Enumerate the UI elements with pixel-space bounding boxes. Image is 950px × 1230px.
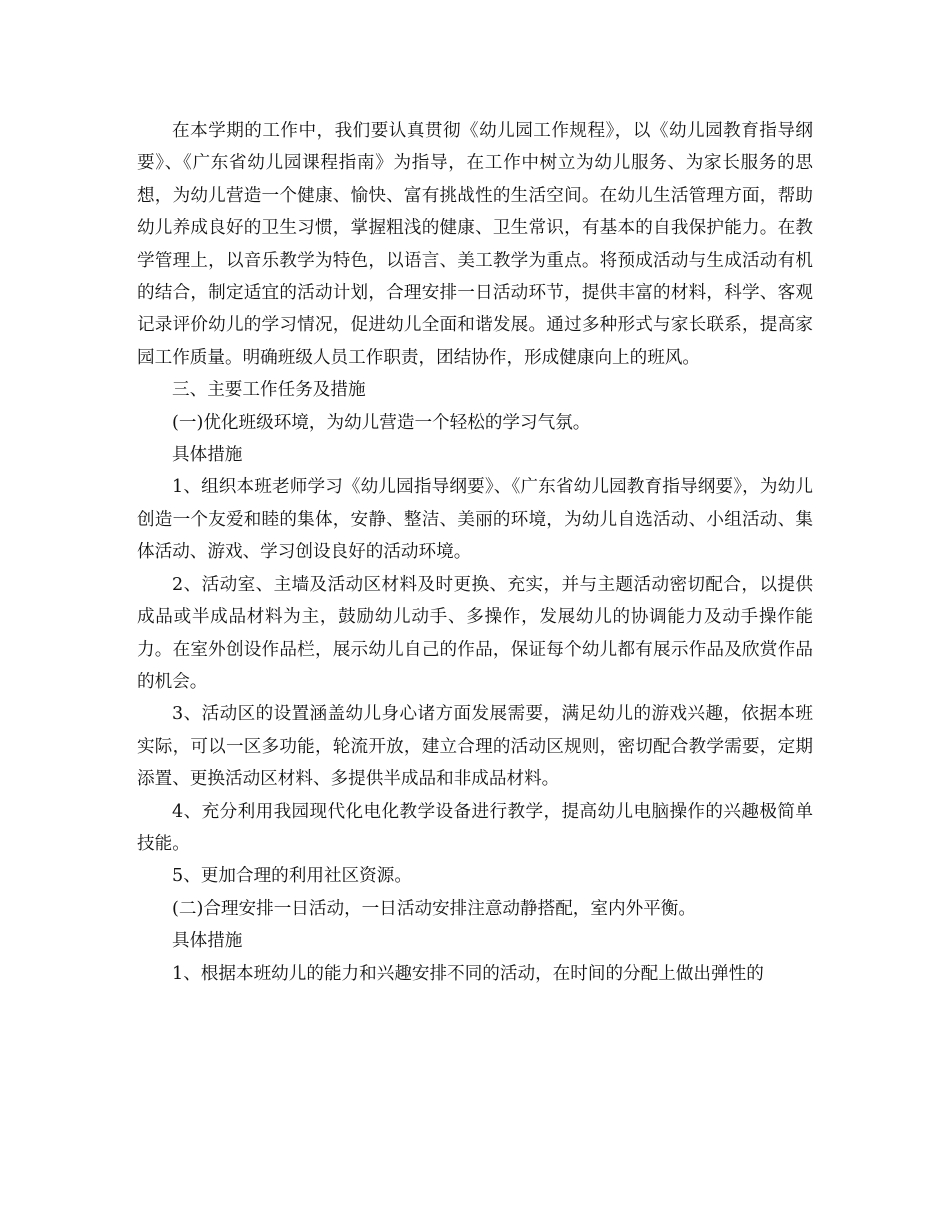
measure-item-1: 1、组织本班老师学习《幼儿园指导纲要》、《广东省幼儿园教育指导纲要》，为幼儿创造一个友爱和睦的集体，安静、整洁、美丽的环境，为幼儿自选活动、小组活动、集体活动、游戏、学习创设良好的活动环境。 (137, 477, 813, 563)
measure-item-1: 1、根据本班幼儿的能力和兴趣安排不同的活动，在时间的分配上做出弹性的 (172, 963, 764, 984)
intro-paragraph: 在本学期的工作中，我们要认真贯彻《幼儿园工作规程》，以《幼儿园教育指导纲要》、《广东省幼儿园课程指南》为指导，在工作中树立为幼儿服务、为家长服务的思想，为幼儿营造一个健康、愉快、富有挑战性的生活空间。在幼儿生活管理方面，帮助幼儿养成良好的卫生习惯，掌握粗浅的健康、卫生常识，有基本的自我保护能力。在教学管理上，以音乐教学为特色，以语言、美工教学为重点。将预成活动与生成活动有机的结合，制定适宜的活动计划，合理安排一日活动环节，提供丰富的材料，科学、客观记录评价幼儿的学习情况，促进幼儿全面和谐发展。通过多种形式与家长联系，提高家园工作质量。明确班级人员工作职责，团结协作，形成健康向上的班风。 (137, 121, 813, 368)
measure-item-4: 4、充分利用我园现代化电化教学设备进行教学，提高幼儿电脑操作的兴趣极简单技能。 (137, 801, 813, 854)
measure-item-2: 2、活动室、主墙及活动区材料及时更换、充实，并与主题活动密切配合，以提供成品或半成品材料为主，鼓励幼儿动手、多操作，发展幼儿的协调能力及动手操作能力。在室外创设作品栏，展示幼儿自己的作品，保证每个幼儿都有展示作品及欣赏作品的机会。 (137, 574, 813, 692)
measure-item-5: 5、更加合理的利用社区资源。 (172, 866, 412, 887)
measures-heading: 具体措施 (172, 931, 243, 952)
subsection-heading-daily-activities: (二)合理安排一日活动，一日活动安排注意动静搭配，室内外平衡。 (172, 898, 696, 919)
subsection-heading-environment: (一)优化班级环境，为幼儿营造一个轻松的学习气氛。 (172, 412, 591, 433)
document-body (137, 115, 813, 990)
measures-heading: 具体措施 (172, 445, 243, 466)
section-heading-main-tasks: 三、主要工作任务及措施 (172, 380, 366, 401)
measure-item-3: 3、活动区的设置涵盖幼儿身心诸方面发展需要，满足幼儿的游戏兴趣，依据本班实际，可以一区多功能，轮流开放，建立合理的活动区规则，密切配合教学需要，定期添置、更换活动区材料、多提供半成品和非成品材料。 (137, 704, 813, 790)
